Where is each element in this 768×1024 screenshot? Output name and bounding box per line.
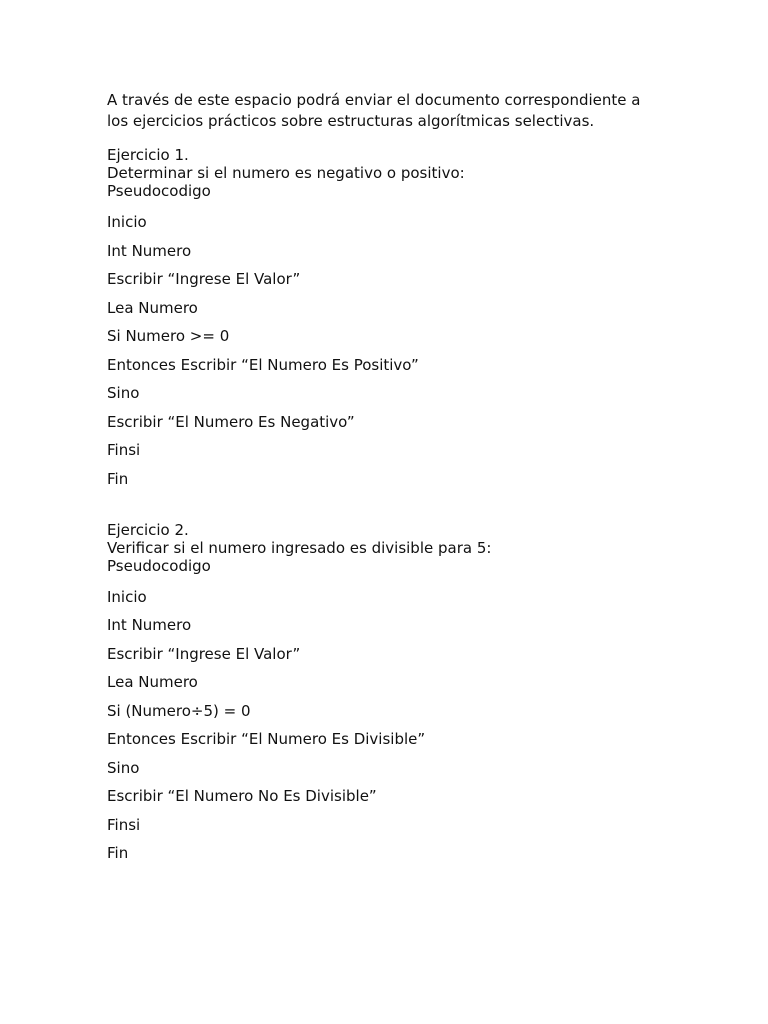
pseudocode-line: Sino — [107, 384, 140, 402]
pseudocode-block — [107, 213, 667, 488]
pseudocode-line: Lea Numero — [107, 673, 198, 691]
pseudocode-line: Int Numero — [107, 616, 192, 634]
exercise-description: Verificar si el numero ingresado es divisible para 5: — [107, 538, 492, 557]
pseudocode-line: Entonces Escribir “El Numero Es Divisible” — [107, 730, 426, 748]
intro-line-2: los ejercicios prácticos sobre estructuras algorítmicas selectivas. — [107, 112, 595, 130]
pseudocode-label: Pseudocodigo — [107, 182, 211, 200]
pseudocode-line: Inicio — [107, 587, 147, 606]
pseudocode-line: Inicio — [107, 213, 147, 231]
pseudocode-block — [107, 588, 667, 863]
pseudocode-line: Escribir “El Numero No Es Divisible” — [107, 787, 377, 805]
pseudocode-line: Finsi — [107, 441, 141, 459]
pseudocode-label: Pseudocodigo — [107, 556, 211, 575]
document-page — [107, 90, 667, 873]
exercise-description: Determinar si el numero es negativo o positivo: — [107, 164, 465, 182]
pseudocode-line: Escribir “El Numero Es Negativo” — [107, 412, 355, 431]
exercise-2 — [107, 521, 667, 863]
pseudocode-line: Fin — [107, 469, 129, 488]
pseudocode-line: Lea Numero — [107, 298, 198, 317]
pseudocode-line: Entonces Escribir “El Numero Es Positivo” — [107, 355, 419, 374]
exercise-1 — [107, 146, 667, 488]
pseudocode-line: Sino — [107, 758, 140, 777]
pseudocode-line: Escribir “Ingrese El Valor” — [107, 644, 301, 663]
pseudocode-line: Si Numero >= 0 — [107, 327, 230, 345]
intro-paragraph — [107, 90, 667, 132]
pseudocode-line: Int Numero — [107, 241, 192, 260]
intro-line-1: A través de este espacio podrá enviar el documento correspondiente a — [107, 91, 641, 109]
pseudocode-line: Fin — [107, 844, 129, 862]
pseudocode-line: Finsi — [107, 815, 141, 834]
pseudocode-line: Si (Numero÷5) = 0 — [107, 701, 251, 720]
exercise-title: Ejercicio 2. — [107, 520, 189, 539]
pseudocode-line: Escribir “Ingrese El Valor” — [107, 270, 301, 288]
exercise-title: Ejercicio 1. — [107, 146, 189, 164]
